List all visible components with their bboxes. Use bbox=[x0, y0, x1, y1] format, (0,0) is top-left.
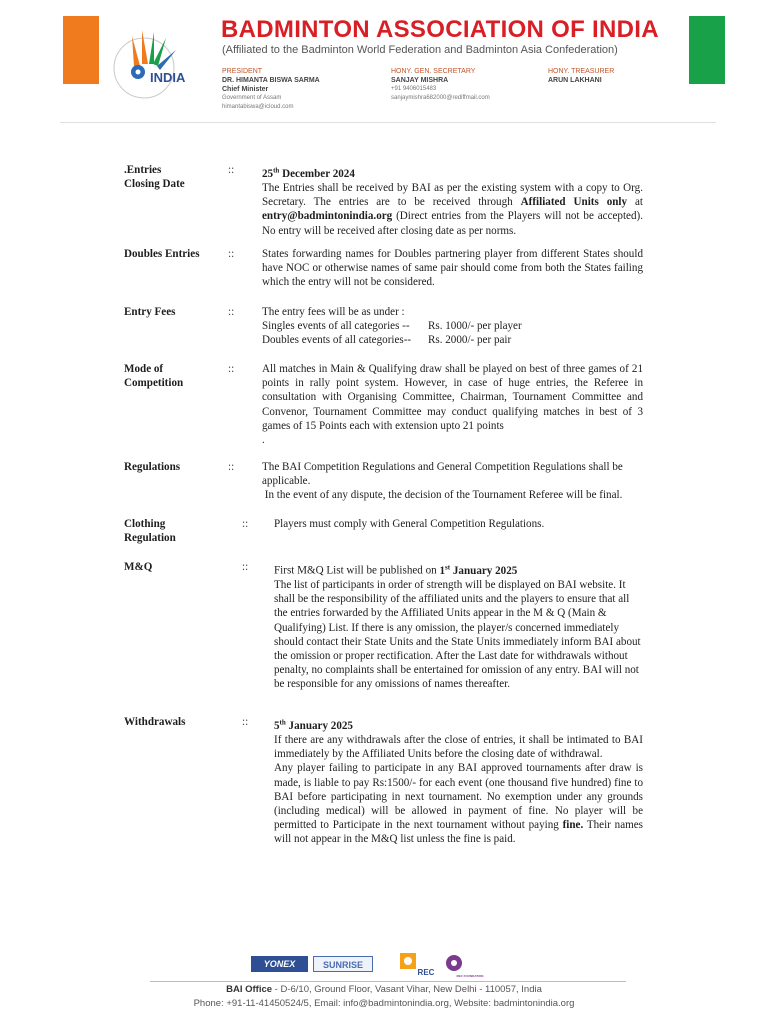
official-name: DR. HIMANTA BISWA SARMA bbox=[222, 77, 320, 84]
withdrawal-date: 5th January 2025 bbox=[274, 718, 353, 732]
mq-publish-date: 1st January 2025 bbox=[439, 563, 518, 577]
official-name: ARUN LAKHANI bbox=[548, 77, 602, 84]
section-text: First M&Q List will be published on 1st January 2025 The list of participants in order of strength will be displayed on BAI website. It shall be the responsibility of the affiliated units and the players to ensure that all the entries forwarded by the Affiliated Units appear in the M & Q (Main & Qualifying) List. If there is any omission, the player/s concerned immediately should contact their State Units and the State Units immediately inform BAI about the omission or proper rectification. After the Last date for withdrawals without penalty, no complaints shall be entertained for omission of any entry. BAI will not be responsible for any omissions of names thereafter. bbox=[274, 563, 641, 691]
separator: :: bbox=[228, 363, 235, 375]
footer-contact: Phone: +91-11-41450524/5, Email: info@badmintonindia.org, Website: badmintonindia.org bbox=[193, 998, 575, 1009]
section-label: Mode of Competition bbox=[124, 363, 184, 390]
svg-text:REC FOUNDATION: REC FOUNDATION bbox=[456, 974, 484, 978]
doubles-fee-label: Doubles events of all categories-- bbox=[262, 334, 412, 347]
rec-foundation-logo bbox=[444, 950, 484, 978]
singles-fee-value: Rs. 1000/- per player bbox=[428, 320, 522, 333]
logo-wordmark: INDIA bbox=[150, 70, 186, 85]
official-phone: +91 9406015483 bbox=[391, 86, 437, 92]
sponsor-logos bbox=[0, 950, 768, 978]
association-subtitle: (Affiliated to the Badminton World Federation and Badminton Asia Confederation) bbox=[222, 44, 618, 56]
section-text: 5th January 2025 If there are any withdrawals after the close of entries, it shall be intimated to BAI immediately by the Affiliated Units before the closing date of withdrawal. Any player failing to participate in any BAI approved tournaments after draw is made, is liable to pay Rs:1500/- for each event (one thousand five hundred) fine to BAI before participating in next tournament. No exemption under any grounds (including medical) will be allowed in payment of fine. No player will be permitted to Participate in the next tournament without paying fine. Their names will not appear in the M&Q list unless the fine is paid. bbox=[274, 718, 643, 846]
section-label: Regulations bbox=[124, 461, 181, 473]
entry-email: entry@badmintonindia.org bbox=[262, 210, 393, 223]
svg-text:REC: REC bbox=[417, 968, 435, 977]
bai-logo bbox=[104, 20, 212, 104]
green-flag-bar bbox=[689, 16, 725, 84]
association-title: BADMINTON ASSOCIATION OF INDIA bbox=[221, 16, 659, 43]
section-label: Entry Fees bbox=[124, 306, 176, 318]
section-text: Players must comply with General Competition Regulations. bbox=[274, 518, 545, 530]
closing-date: 25th December 2024 bbox=[262, 166, 355, 180]
official-email: sanjaymishra682000@rediffmail.com bbox=[391, 95, 490, 101]
separator: :: bbox=[228, 306, 235, 318]
separator: :: bbox=[242, 716, 249, 728]
section-text: 25th December 2024 The Entries shall be received by BAI as per the existing system with a copy to Org. Secretary. The entries are to be received through Affiliated Units only at entry@badmintonindia.org (Direct entries from the Players will not be accepted). No entry will be received after closing date as per norms. bbox=[262, 166, 644, 237]
footer-office-address: BAI Office - D-6/10, Ground Floor, Vasant Vihar, New Delhi - 110057, India bbox=[226, 984, 542, 995]
official-gen-secretary bbox=[391, 67, 490, 103]
official-role: HONY. GEN. SECRETARY bbox=[391, 68, 476, 75]
official-role: PRESIDENT bbox=[222, 68, 263, 75]
official-role: HONY. TREASURER bbox=[548, 68, 615, 75]
doubles-fee-value: Rs. 2000/- per pair bbox=[428, 334, 512, 347]
letterhead-divider bbox=[60, 122, 716, 123]
official-line: Government of Assam bbox=[222, 95, 282, 101]
official-name: SANJAY MISHRA bbox=[391, 77, 449, 84]
footer-divider bbox=[150, 981, 626, 982]
section-label: Clothing Regulation bbox=[124, 518, 176, 545]
section-text: The entry fees will be as under : Singles events of all categories -- Rs. 1000/- per player Doubles events of all categories-- Rs. 2000/- per pair bbox=[262, 306, 522, 347]
section-label: M&Q bbox=[124, 561, 153, 573]
separator: :: bbox=[242, 561, 249, 573]
orange-flag-bar bbox=[63, 16, 99, 84]
official-president bbox=[222, 67, 320, 112]
official-treasurer bbox=[548, 67, 614, 85]
separator: :: bbox=[228, 248, 235, 260]
sunrise-logo: SUNRISE bbox=[313, 956, 373, 972]
rec-logo bbox=[398, 950, 438, 978]
separator: :: bbox=[228, 164, 235, 176]
official-email: himantabiswa@icloud.com bbox=[222, 104, 294, 110]
section-text: The BAI Competition Regulations and General Competition Regulations shall be applicable. In the event of any dispute, the decision of the Tournament Referee will be final. bbox=[262, 461, 623, 502]
section-label: Doubles Entries bbox=[124, 248, 200, 260]
separator: :: bbox=[228, 461, 235, 473]
section-label: Withdrawals bbox=[124, 716, 186, 728]
yonex-logo: YONEX bbox=[251, 956, 308, 972]
section-label: .Entries Closing Date bbox=[124, 164, 185, 191]
section-text: States forwarding names for Doubles partnering player from different States should have NOC or otherwise names of same pair should come from both the States failing which the entry will not be considered. bbox=[262, 248, 643, 289]
official-designation: Chief Minister bbox=[222, 86, 269, 93]
singles-fee-label: Singles events of all categories -- bbox=[262, 320, 410, 333]
section-text: All matches in Main & Qualifying draw shall be played on best of three games of 21 points in rally point system. However, in case of huge entries, the Referee in consultation with Organising Committee, Chairman, Tournament Committee and Convenor, Tournament Committee may conduct qualifying matches in best of 3 games of 15 Points each with extension upto 21 points . bbox=[262, 363, 643, 447]
separator: :: bbox=[242, 518, 249, 530]
